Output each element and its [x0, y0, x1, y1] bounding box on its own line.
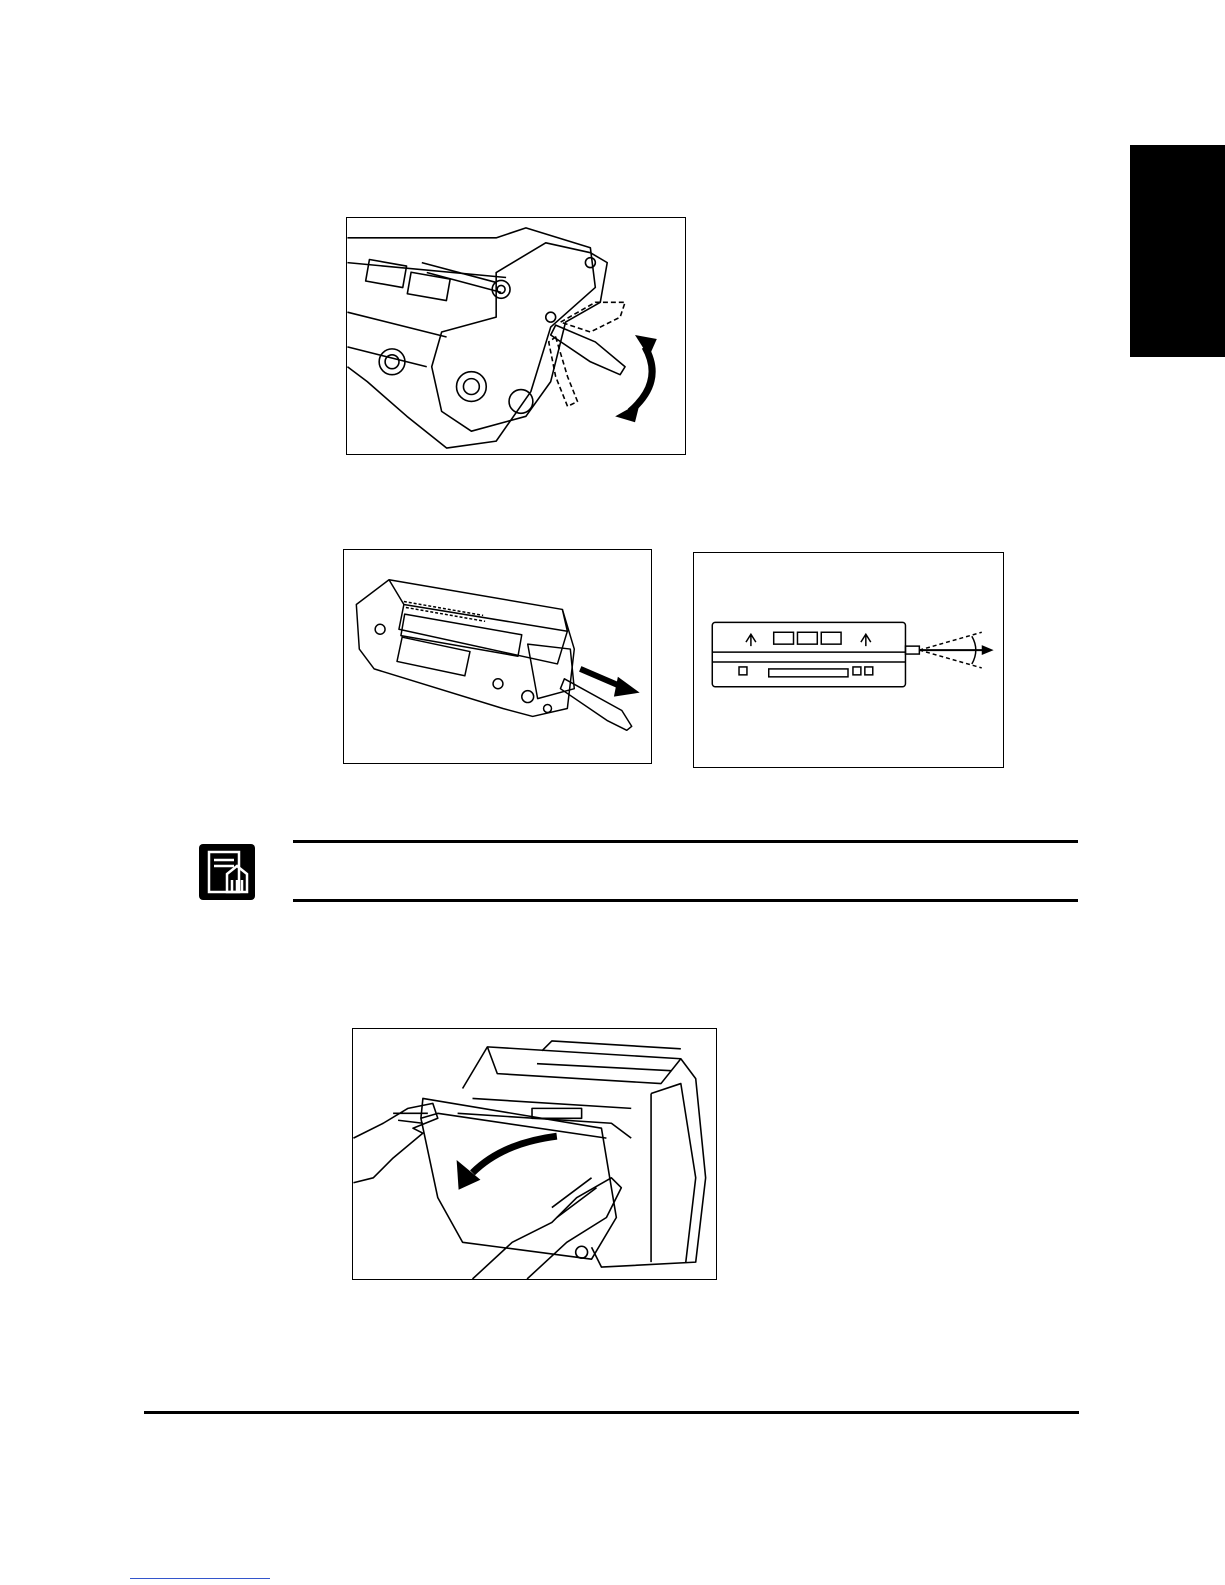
- seal-tab-angle-figure: [693, 552, 1004, 768]
- printer-cover-open-figure: [352, 1028, 717, 1280]
- seal-tab-pull-illustration: [344, 550, 651, 763]
- printer-cover-open-illustration: [353, 1029, 716, 1279]
- straight-pull-arrow-icon: [919, 645, 993, 655]
- note-top-rule: [293, 840, 1078, 843]
- cartridge-lever-figure: [346, 217, 686, 455]
- cartridge-lever-illustration: [347, 218, 685, 454]
- note-icon: [199, 844, 255, 900]
- seal-tab-pull-figure: [343, 549, 652, 764]
- footer-link-underline[interactable]: [130, 1578, 270, 1579]
- cover-open-arrow-icon: [457, 1136, 557, 1190]
- footer-rule: [144, 1411, 1079, 1414]
- seal-tab-angle-illustration: [694, 553, 1003, 767]
- note-bottom-rule: [293, 899, 1078, 902]
- chapter-side-tab: [1130, 145, 1225, 357]
- lever-rotate-arrow-icon: [615, 335, 657, 422]
